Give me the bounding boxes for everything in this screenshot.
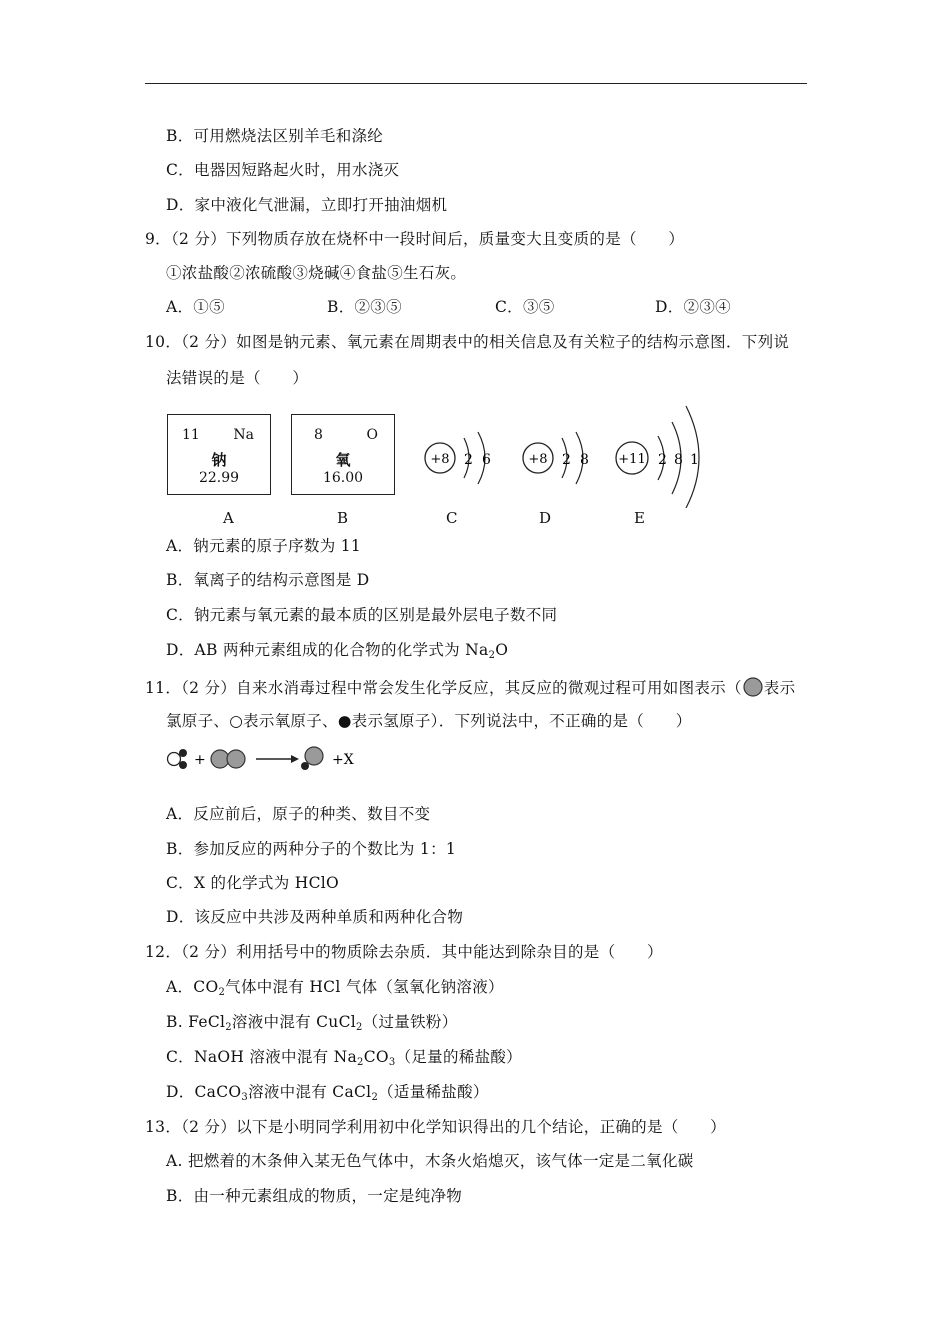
q12-stem: 12．（2 分）利用括号中的物质除去杂质．其中能达到除杂目的是（ ） <box>145 943 663 961</box>
q11-option-a: A．反应前后，原子的种类、数目不变 <box>166 805 431 823</box>
q9-option-b: B．②③⑤ <box>327 298 402 316</box>
atomic-mass: 16.00 <box>322 470 364 486</box>
shell-electrons: 2 <box>562 452 571 468</box>
header-rule <box>145 83 807 84</box>
q10-stem-line1: 10．（2 分）如图是钠元素、氧元素在周期表中的相关信息及有关粒子的结构示意图．下列说 <box>145 333 790 351</box>
figure-label-d: D <box>539 509 552 527</box>
formula-text: D．CaCO <box>166 1083 242 1101</box>
q11-stem-line2: 氯原子、○表示氧原子、●表示氢原子）．下列说法中，不正确的是（ ） <box>166 712 692 730</box>
q13-option-b: B．由一种元素组成的物质，一定是纯净物 <box>166 1187 463 1205</box>
figure-label-b: B <box>337 509 349 527</box>
element-box-sodium <box>167 414 271 495</box>
q9-substances: ①浓盐酸②浓硫酸③烧碱④食盐⑤生石灰。 <box>166 264 467 282</box>
shell-electrons: 2 <box>658 452 667 468</box>
reaction-arrow-icon <box>256 755 299 763</box>
formula-text: B. FeCl <box>166 1013 226 1031</box>
q12-option-b <box>166 1012 458 1032</box>
q8-option-d: D．家中液化气泄漏，立即打开抽油烟机 <box>166 196 448 214</box>
atom-structure-diagrams <box>420 398 710 508</box>
nucleus-charge: +8 <box>528 452 548 467</box>
stem-text: 表示 <box>763 679 796 697</box>
formula-subscript: 2 <box>371 1092 379 1103</box>
shell-electrons: 6 <box>482 452 491 468</box>
atom-diagram-c <box>425 432 491 484</box>
element-symbol: O <box>366 427 378 443</box>
element-name: 氧 <box>335 451 351 469</box>
q9-option-d: D．②③④ <box>655 298 731 316</box>
figure-label-c: C <box>446 509 458 527</box>
q10-stem-line2: 法错误的是（ ） <box>166 369 309 387</box>
formula-subscript: 2 <box>357 1057 364 1068</box>
shell-electrons: 8 <box>674 452 683 468</box>
formula-text: （适量稀盐酸） <box>378 1083 489 1101</box>
q10-option-d <box>166 640 508 660</box>
chlorine-molecule-icon <box>211 750 245 768</box>
q9-option-a: A．①⑤ <box>166 298 225 316</box>
atomic-mass: 22.99 <box>198 470 240 486</box>
formula-subscript: 3 <box>388 1057 396 1068</box>
q10-option-b: B．氧离子的结构示意图是 D <box>166 571 370 589</box>
water-molecule-icon <box>168 749 188 769</box>
atomic-number: 8 <box>314 427 323 443</box>
q11-option-c: C．X 的化学式为 HClO <box>166 874 339 892</box>
hcl-molecule-icon <box>301 747 323 770</box>
figure-label-e: E <box>634 509 645 527</box>
q12-option-a <box>166 977 504 997</box>
formula-subscript: 3 <box>241 1092 249 1103</box>
chlorine-atom-icon <box>742 677 764 697</box>
q13-stem: 13．（2 分）以下是小明同学利用初中化学知识得出的几个结论，正确的是（ ） <box>145 1118 726 1136</box>
q12-option-d <box>166 1082 489 1102</box>
shell-electrons: 1 <box>690 452 699 468</box>
q11-option-d: D．该反应中共涉及两种单质和两种化合物 <box>166 908 464 926</box>
q13-option-a: A. 把燃着的木条伸入某无色气体中，木条火焰熄灭，该气体一定是二氧化碳 <box>166 1152 694 1170</box>
shell-electrons: 8 <box>580 452 589 468</box>
q11-stem-line1 <box>145 677 795 698</box>
formula-text: （过量铁粉） <box>362 1013 458 1031</box>
formula-text: 溶液中混有 CaCl <box>248 1083 372 1101</box>
element-name: 钠 <box>211 451 227 469</box>
q12-option-c <box>166 1047 522 1067</box>
formula-text: C．NaOH 溶液中混有 Na <box>166 1048 358 1066</box>
q9-option-c: C．③⑤ <box>495 298 555 316</box>
q10-option-c: C．钠元素与氧元素的最本质的区别是最外层电子数不同 <box>166 606 558 624</box>
element-box-oxygen <box>291 414 395 495</box>
shell-electrons: 2 <box>464 452 473 468</box>
product-x: +X <box>332 752 354 768</box>
atom-diagram-e <box>616 406 699 508</box>
atom-diagram-d <box>523 432 589 484</box>
q9-stem: 9．（2 分）下列物质存放在烧杯中一段时间后，质量变大且变质的是（ ） <box>145 230 685 248</box>
plus-sign: + <box>194 752 206 768</box>
figure-label-a: A <box>223 509 234 527</box>
nucleus-charge: +11 <box>618 452 646 467</box>
nucleus-charge: +8 <box>430 452 450 467</box>
formula-subscript: 2 <box>225 1022 232 1033</box>
reaction-equation-figure <box>164 744 364 774</box>
formula-text: 气体中混有 HCl 气体（氢氧化钠溶液） <box>225 978 504 996</box>
formula-text: （足量的稀盐酸） <box>395 1048 522 1066</box>
formula-subscript: 2 <box>488 650 496 661</box>
element-symbol: Na <box>233 427 254 443</box>
q10-option-a: A．钠元素的原子序数为 11 <box>166 537 362 555</box>
formula-text: 溶液中混有 CuCl <box>231 1013 357 1031</box>
formula-text: O <box>495 641 509 659</box>
stem-text: 11．（2 分）自来水消毒过程中常会发生化学反应，其反应的微观过程可用如图表示（ <box>145 679 742 697</box>
formula-text: D．AB 两种元素组成的化合物的化学式为 Na <box>166 641 489 659</box>
q8-option-c: C．电器因短路起火时，用水浇灭 <box>166 161 400 179</box>
formula-subscript: 2 <box>356 1022 363 1033</box>
q8-option-b: B．可用燃烧法区别羊毛和涤纶 <box>166 127 384 145</box>
q11-option-b: B．参加反应的两种分子的个数比为 1：1 <box>166 840 457 858</box>
formula-text: A．CO <box>166 978 219 996</box>
atomic-number: 11 <box>182 427 200 443</box>
formula-subscript: 2 <box>218 987 226 998</box>
formula-text: CO <box>363 1048 389 1066</box>
